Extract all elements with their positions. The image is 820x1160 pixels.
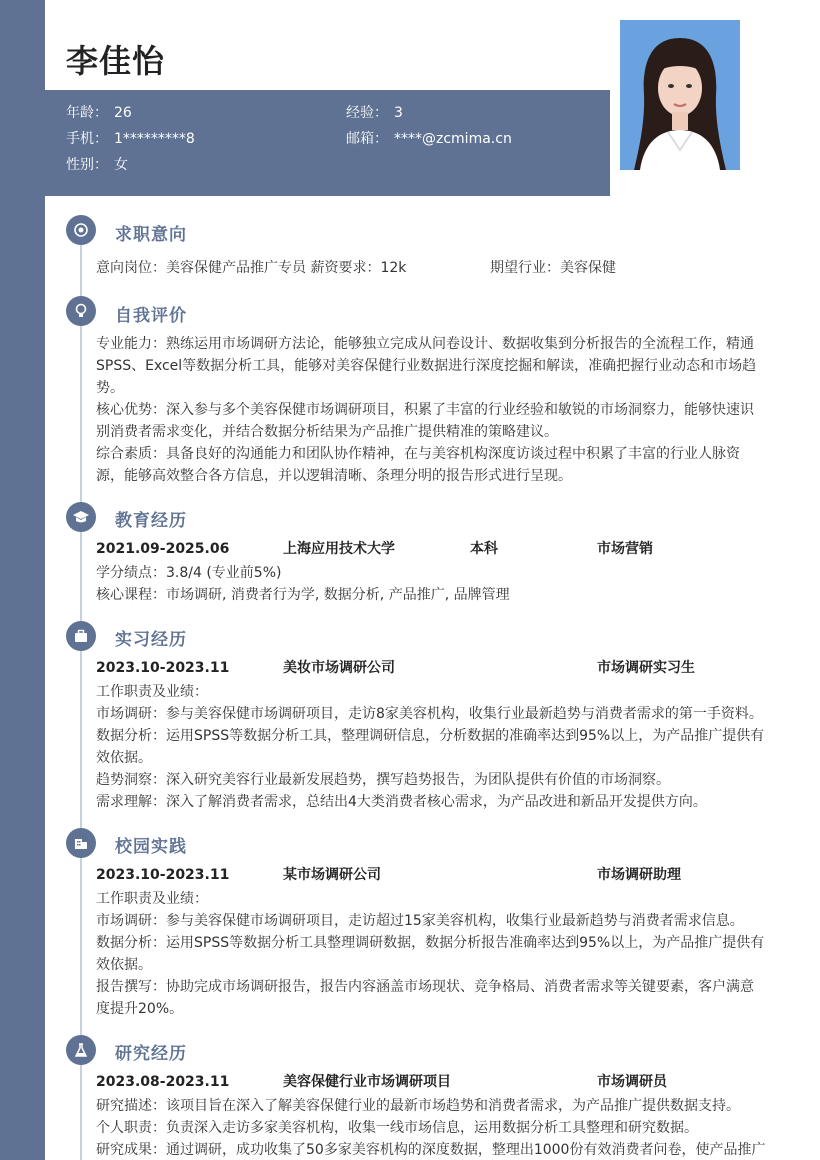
- phone-label: 手机：: [66, 131, 108, 147]
- education-school: 上海应用技术大学: [283, 541, 395, 557]
- education-date: 2021.09-2025.06: [96, 541, 230, 557]
- internship-line-3: 趋势洞察：深入研究美容行业最新发展趋势，撰写趋势报告，为团队提供有价值的市场洞察。: [96, 772, 670, 788]
- education-degree: 本科: [470, 541, 498, 557]
- campus-date: 2023.10-2023.11: [96, 867, 230, 883]
- experience-value: 3: [394, 105, 403, 121]
- campus-line-0: 工作职责及业绩：: [96, 891, 208, 907]
- education-courses: 核心课程：市场调研, 消费者行为学, 数据分析, 产品推广, 品牌管理: [96, 587, 510, 603]
- internship-line-2: 数据分析：运用SPSS等数据分析工具，整理调研信息，分析数据的准确率达到95%以上，为产品推广提供有效依据。: [96, 728, 765, 766]
- research-line-2: 个人职责：负责深入走访多家美容机构，收集一线市场信息，运用数据分析工具整理和研究数据。: [96, 1120, 698, 1136]
- self-eval-p3: 综合素质：具备良好的沟通能力和团队协作精神，在与美容机构深度访谈过程中积累了丰富的行业人脉资源，能够高效整合各方信息，并以逻辑清晰、条理分明的报告形式进行呈现。: [96, 446, 740, 484]
- sidebar-decoration: [0, 0, 30, 1160]
- profile-photo: [620, 20, 740, 170]
- campus-line-1: 市场调研：参与美容保健市场调研项目，走访超过15家美容机构，收集行业最新趋势与消费者需求信息。: [96, 913, 744, 929]
- internship-role: 市场调研实习生: [597, 660, 695, 676]
- research-date: 2023.08-2023.11: [96, 1074, 230, 1090]
- section-title-intent: 求职意向: [115, 225, 187, 245]
- experience-label: 经验：: [346, 105, 388, 121]
- phone-field: [66, 128, 195, 148]
- section-title-campus: 校园实践: [115, 837, 187, 857]
- candidate-name: 李佳怡: [66, 42, 166, 80]
- phone-value: 1*********8: [114, 131, 195, 147]
- internship-line-1: 市场调研：参与美容保健市场调研项目，走访8家美容机构，收集行业最新趋势与消费者需求的第一手资料。: [96, 706, 763, 722]
- building-icon: [66, 828, 96, 858]
- email-field: [346, 128, 512, 148]
- target-icon: [66, 215, 96, 245]
- section-title-internship: 实习经历: [115, 630, 187, 650]
- flask-icon: [66, 1035, 96, 1065]
- age-field: [66, 102, 132, 122]
- section-title-education: 教育经历: [115, 511, 187, 531]
- graduation-cap-icon: [66, 502, 96, 532]
- sidebar-decoration-top: [30, 0, 45, 90]
- gender-value: 女: [114, 157, 128, 173]
- basic-info-panel: [30, 90, 610, 196]
- self-eval-p1: 专业能力：熟练运用市场调研方法论，能够独立完成从问卷设计、数据收集到分析报告的全流程工作，精通SPSS、Excel等数据分析工具，能够对美容保健行业数据进行深度挖掘和解读，准确把握行业动态和市场趋势。: [96, 336, 757, 396]
- gender-label: 性别：: [66, 157, 108, 173]
- timeline-line: [80, 230, 82, 1160]
- email-value: ****@zcmima.cn: [394, 131, 512, 147]
- research-line-1: 研究描述：该项目旨在深入了解美容保健行业的最新市场趋势和消费者需求，为产品推广提供数据支持。: [96, 1098, 740, 1114]
- campus-company: 某市场调研公司: [283, 867, 381, 883]
- self-eval-p2: 核心优势：深入参与多个美容保健市场调研项目，积累了丰富的行业经验和敏锐的市场洞察力，能够快速识别消费者需求变化，并结合数据分析结果为产品推广提供精准的策略建议。: [96, 402, 754, 440]
- internship-date: 2023.10-2023.11: [96, 660, 230, 676]
- intent-industry: 期望行业：美容保健: [490, 260, 616, 276]
- bulb-icon: [66, 296, 96, 326]
- campus-line-2: 数据分析：运用SPSS等数据分析工具整理调研数据，数据分析报告准确率达到95%以上，为产品推广提供有效依据。: [96, 935, 765, 973]
- research-project: 美容保健行业市场调研项目: [283, 1074, 451, 1090]
- education-major: 市场营销: [597, 541, 653, 557]
- campus-line-3: 报告撰写：协助完成市场调研报告，报告内容涵盖市场现状、竞争格局、消费者需求等关键要素，客户满意度提升20%。: [96, 979, 754, 1017]
- briefcase-icon: [66, 621, 96, 651]
- internship-line-4: 需求理解：深入了解消费者需求，总结出4大类消费者核心需求，为产品改进和新品开发提供方向。: [96, 794, 707, 810]
- campus-role: 市场调研助理: [597, 867, 681, 883]
- research-line-3: 研究成果：通过调研，成功收集了50多家美容机构的深度数据，整理出1000份有效消费者问卷，使产品推广: [96, 1142, 766, 1158]
- research-role: 市场调研员: [597, 1074, 667, 1090]
- experience-field: [346, 102, 403, 122]
- age-label: 年龄：: [66, 105, 108, 121]
- gender-field: [66, 154, 128, 174]
- age-value: 26: [114, 105, 132, 121]
- education-gpa: 学分绩点：3.8/4 (专业前5%): [96, 565, 282, 581]
- section-title-self-eval: 自我评价: [115, 306, 187, 326]
- email-label: 邮箱：: [346, 131, 388, 147]
- intent-position: 意向岗位：美容保健产品推广专员 薪资要求：12k: [96, 260, 407, 276]
- section-title-research: 研究经历: [115, 1044, 187, 1064]
- internship-company: 美妆市场调研公司: [283, 660, 395, 676]
- internship-line-0: 工作职责及业绩：: [96, 684, 208, 700]
- sidebar-decoration-body: [30, 196, 45, 1160]
